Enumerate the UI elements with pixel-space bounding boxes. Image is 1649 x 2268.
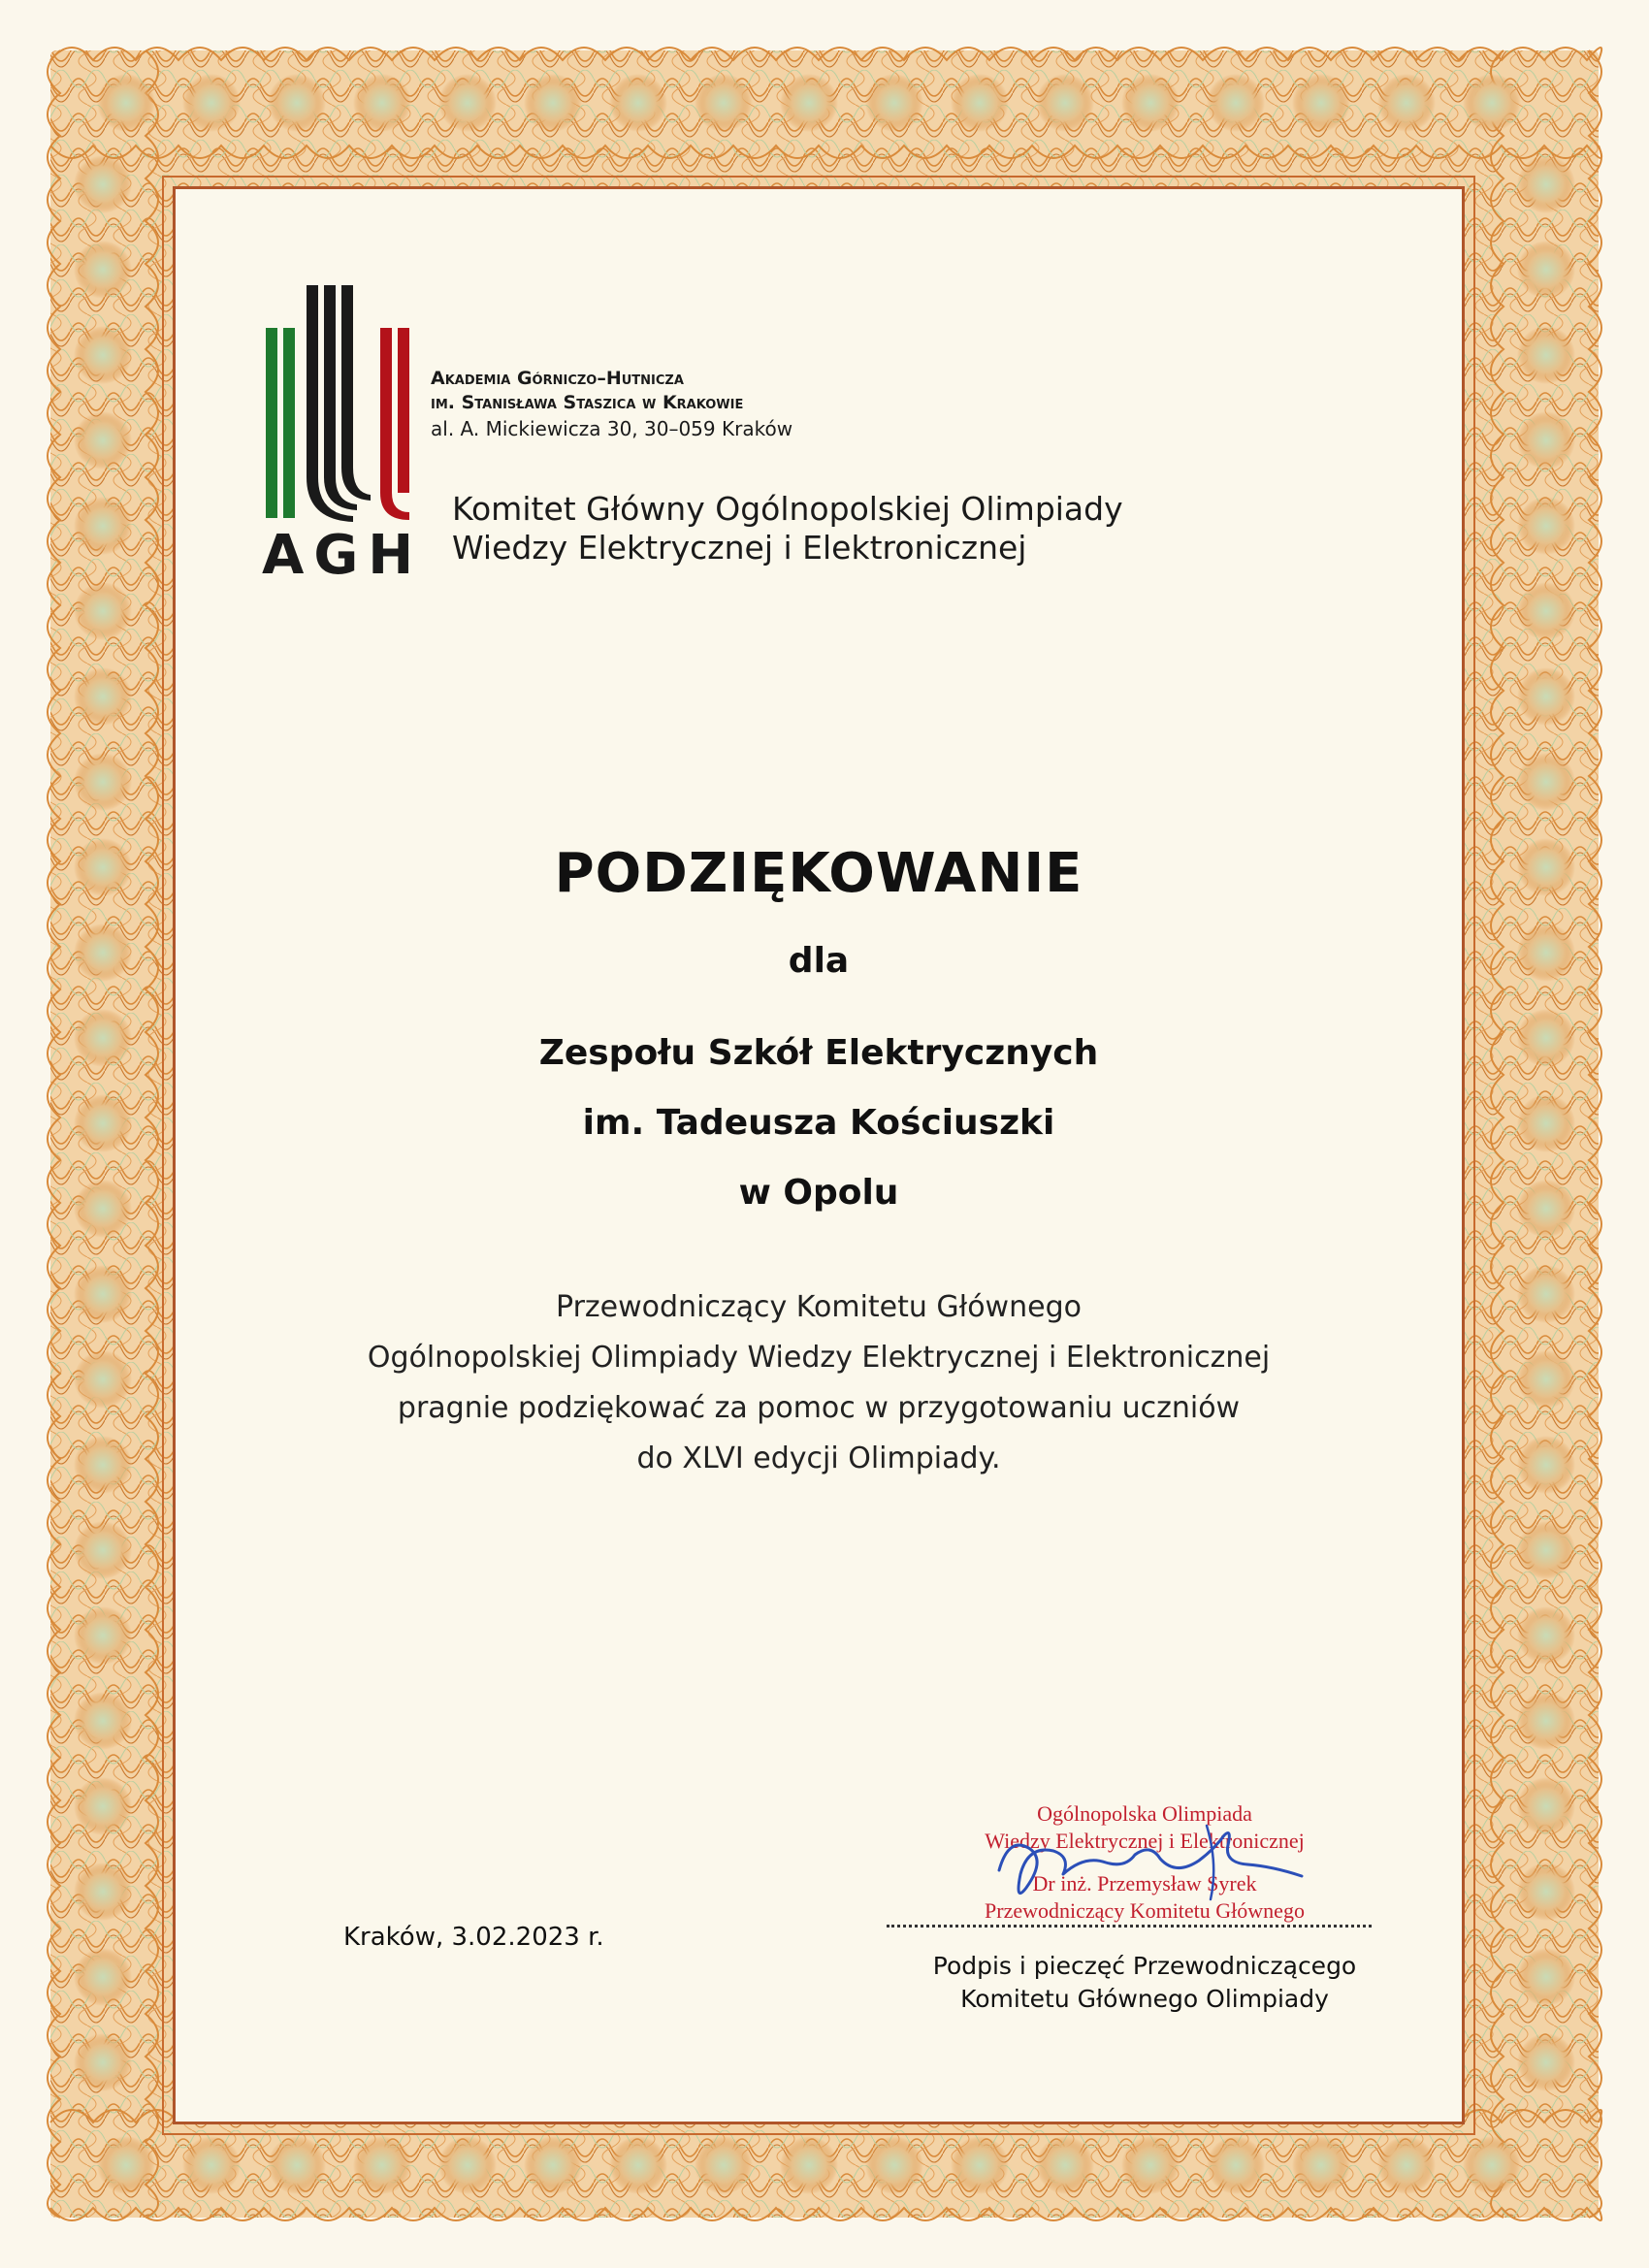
message-line2: Ogólnopolskiej Olimpiady Wiedzy Elektrycznej i Elektronicznej xyxy=(367,1341,1271,1375)
committee-line1: Komitet Główny Ogólnopolskiej Olimpiady xyxy=(452,490,1123,528)
recipient-preposition: dla xyxy=(788,941,850,981)
institution-line3: w Opolu xyxy=(738,1173,899,1213)
stamp-line4: Przewodniczący Komitetu Głównego xyxy=(985,1898,1305,1923)
recipient-institution xyxy=(173,1019,1465,1228)
institution-line1: Zespołu Szkół Elektrycznych xyxy=(538,1033,1099,1073)
stamp-line2: Wiedzy Elektrycznej i Elektronicznej xyxy=(985,1829,1305,1853)
signature-line xyxy=(887,1925,1372,1928)
committee-name xyxy=(452,490,1123,567)
thank-you-message xyxy=(173,1282,1465,1484)
agh-logo-icon xyxy=(264,283,419,526)
signature-caption-line2: Komitetu Głównego Olimpiady xyxy=(960,1985,1329,2013)
signature-caption-line1: Podpis i pieczęć Przewodniczącego xyxy=(932,1952,1357,1980)
university-address: al. A. Mickiewicza 30, 30–059 Kraków xyxy=(431,417,793,440)
committee-line2: Wiedzy Elektrycznej i Elektronicznej xyxy=(452,529,1027,567)
message-line1: Przewodniczący Komitetu Głównego xyxy=(556,1290,1082,1324)
university-name-line1: Akademia Górniczo–Hutnicza xyxy=(431,368,684,389)
signature-caption xyxy=(873,1950,1416,2016)
message-line4: do XLVI edycji Olimpiady. xyxy=(636,1442,1001,1475)
message-line3: pragnie podziękować za pomoc w przygotowaniu uczniów xyxy=(397,1391,1241,1425)
university-name-line2: im. Stanisława Staszica w Krakowie xyxy=(431,392,744,413)
stamp-line3: Dr inż. Przemysław Syrek xyxy=(1032,1871,1257,1895)
handwritten-signature-icon xyxy=(970,1806,1319,1913)
place-and-date: Kraków, 3.02.2023 r. xyxy=(343,1923,604,1952)
document-title: PODZIĘKOWANIE xyxy=(554,842,1083,905)
stamp-line1: Ogólnopolska Olimpiada xyxy=(1037,1801,1252,1826)
institution-line2: im. Tadeusza Kościuszki xyxy=(582,1103,1055,1143)
logo-wordmark: AGH xyxy=(262,524,424,587)
